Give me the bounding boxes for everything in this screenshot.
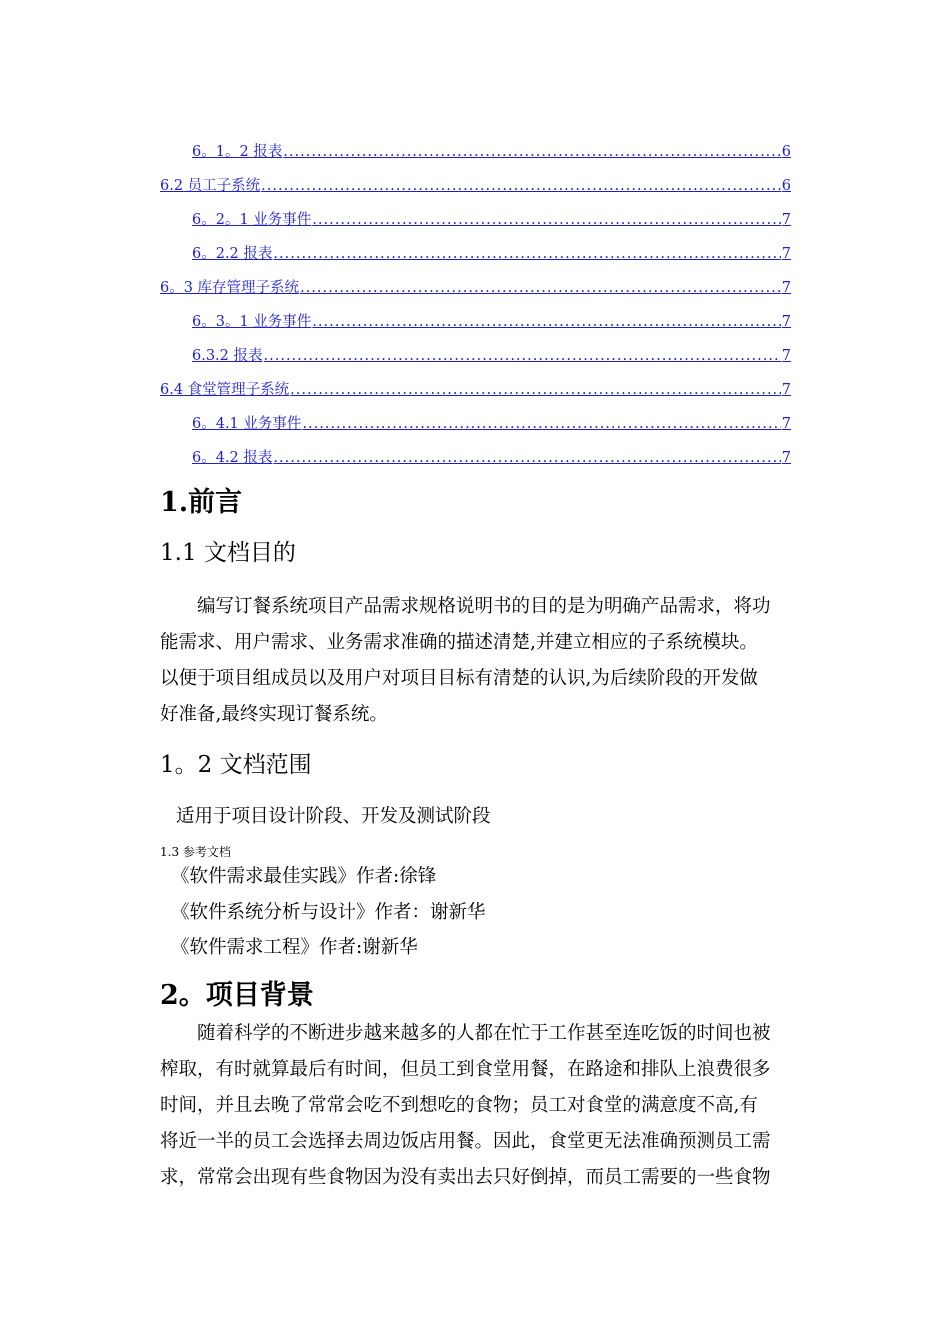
paragraph-line: 榨取，有时就算最后有时间，但员工到食堂用餐，在路途和排队上浪费很多 — [160, 1059, 771, 1080]
toc-entry-page: 7 — [781, 246, 791, 262]
toc-entry-text: 6。4.1 业务事件 — [192, 416, 302, 432]
toc-entry-page: 7 — [781, 416, 791, 432]
section-1-heading: 1.前言 — [160, 487, 243, 518]
toc-entry-page: 6 — [781, 178, 791, 194]
toc-entry[interactable] — [160, 173, 791, 195]
toc-entry-page: 7 — [781, 212, 791, 228]
toc-entry-text: 6.2 员工子系统 — [160, 178, 261, 194]
section-1-1-heading: 1.1 文档目的 — [160, 540, 296, 566]
paragraph-line: 将近一半的员工会选择去周边饭店用餐。因此，食堂更无法准确预测员工需 — [160, 1131, 771, 1152]
toc-entry-page: 7 — [781, 450, 791, 466]
reference-item: 《软件系统分析与设计》作者：谢新华 — [171, 902, 486, 923]
paragraph-line: 时间，并且去晚了常常会吃不到想吃的食物；员工对食堂的满意度不高,有 — [160, 1095, 758, 1116]
toc-leader-dots — [312, 313, 780, 331]
toc-leader-dots — [300, 279, 781, 297]
toc-entry[interactable] — [192, 411, 791, 433]
section-2-heading: 2。项目背景 — [160, 980, 314, 1011]
toc-entry-page: 7 — [781, 314, 791, 330]
reference-item: 《软件需求工程》作者:谢新华 — [171, 937, 418, 958]
toc-leader-dots — [290, 381, 781, 399]
toc-leader-dots — [302, 415, 780, 433]
paragraph-line: 编写订餐系统项目产品需求规格说明书的目的是为明确产品需求，将功 — [197, 596, 771, 617]
toc-entry-text: 6。2。1 业务事件 — [192, 212, 312, 228]
toc-entry-page: 7 — [781, 382, 791, 398]
reference-item: 《软件需求最佳实践》作者:徐锋 — [171, 866, 437, 887]
section-1-2-text: 适用于项目设计阶段、开发及测试阶段 — [176, 806, 491, 827]
toc-entry[interactable] — [192, 445, 791, 467]
section-2-paragraph — [160, 1016, 792, 1196]
toc-leader-dots — [264, 347, 781, 365]
section-1-2-heading: 1。2 文档范围 — [160, 752, 312, 778]
toc-leader-dots — [261, 177, 781, 195]
toc-entry-text: 6.3.2 报表 — [192, 348, 263, 364]
toc-entry[interactable] — [160, 377, 791, 399]
toc-entry[interactable] — [192, 207, 791, 229]
paragraph-line: 能需求、用户需求、业务需求准确的描述清楚,并建立相应的子系统模块。 — [160, 632, 758, 653]
paragraph-line: 好准备,最终实现订餐系统。 — [160, 704, 388, 725]
toc-entry-text: 6。4.2 报表 — [192, 450, 273, 466]
section-1-1-paragraph — [160, 589, 792, 733]
toc-entry-page: 7 — [781, 348, 791, 364]
toc-entry-text: 6。3。1 业务事件 — [192, 314, 312, 330]
toc-entry[interactable] — [192, 343, 791, 365]
toc-leader-dots — [283, 143, 780, 161]
toc-entry-text: 6。1。2 报表 — [192, 144, 283, 160]
paragraph-line: 求，常常会出现有些食物因为没有卖出去只好倒掉，而员工需要的一些食物 — [160, 1167, 771, 1188]
toc-entry[interactable] — [192, 241, 791, 263]
paragraph-line: 随着科学的不断进步越来越多的人都在忙于工作甚至连吃饭的时间也被 — [197, 1023, 771, 1044]
toc-entry[interactable] — [160, 275, 791, 297]
toc-entry-text: 6.4 食堂管理子系统 — [160, 382, 290, 398]
toc-leader-dots — [273, 449, 780, 467]
section-1-3-heading: 1.3 参考文档 — [160, 845, 231, 859]
toc-leader-dots — [273, 245, 780, 263]
toc-entry[interactable] — [192, 309, 791, 331]
paragraph-line: 以便于项目组成员以及用户对项目目标有清楚的认识,为后续阶段的开发做 — [160, 668, 758, 689]
toc-entry-page: 7 — [781, 280, 791, 296]
toc-leader-dots — [312, 211, 780, 229]
toc-entry-text: 6。2.2 报表 — [192, 246, 273, 262]
toc-entry-text: 6。3 库存管理子系统 — [160, 280, 300, 296]
toc-entry[interactable] — [192, 139, 791, 161]
toc-entry-page: 6 — [781, 144, 791, 160]
